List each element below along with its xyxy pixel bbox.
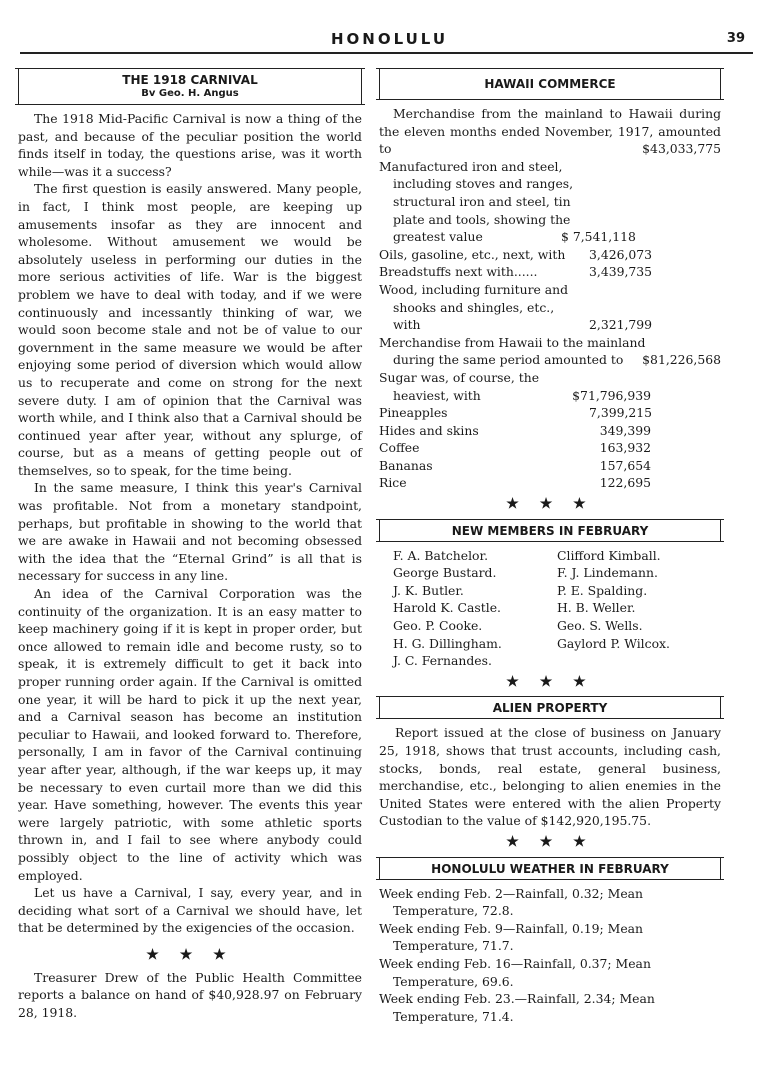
export-value: 7,399,215 [589, 405, 653, 421]
export-value: 349,399 [599, 422, 651, 438]
export-row [379, 422, 721, 440]
export-row [379, 474, 721, 492]
member-name: Gaylord P. Wilcox. [557, 635, 670, 651]
commerce-sugar-value: $71,796,939 [572, 387, 651, 403]
member-name: F. J. Lindemann. [557, 565, 658, 581]
carnival-paragraph: The 1918 Mid-Pacific Carnival is now a thing of the past, and because of the peculiar position the world finds itself in today, the questions arise, was it worth while—was it a success? [18, 111, 362, 179]
members-heading-box [379, 520, 721, 541]
alien-text: Report issued at the close of business on January 25, 1918, shows that trust accounts, including cash, stocks, bonds, real estate, general business, merchandise, etc., belonging to alien enemies in the United States were entered with the alien Property Custodian to the value of $142,920,195.75. [379, 725, 721, 829]
commerce-sugar-row [379, 387, 721, 405]
member-name: H. B. Weller. [557, 600, 636, 616]
section-stars: ★ ★ ★ [506, 496, 594, 513]
export-label: Bananas [379, 457, 433, 473]
carnival-byline: Bv Geo. H. Angus [141, 88, 239, 99]
carnival-paragraph: The first question is easily answered. Many people, in fact, I think most people, are keeping up amusements insofar as they are innocent and wholesome. Without amusement we would be absolutely useless in performing our duties in the more serious activities of life. War is the biggest problem we have to deal with today, and if we were continuously and incessantly thinking of war, we would soon become stale and not be of value to our government in the same measure we would be after enjoying some period of diversion which would allow us to recuperate and come on strong for the next severe duty. I am of opinion that the Carnival was worth while, and I think also that a Carnival should be continued year after year, without any splurge, of course, but as a means of getting people out of themselves, so to speak, for the time being. [18, 181, 362, 478]
carnival-paragraph: Let us have a Carnival, I say, every year, and in deciding what sort of a Carnival we should have, let that be determined by the exigencies of the occasion. [18, 885, 362, 936]
member-name: J. K. Butler. [393, 582, 464, 598]
section-stars: ★ ★ ★ [506, 673, 594, 690]
member-name [557, 652, 721, 670]
import-value: 3,439,735 [589, 264, 653, 280]
commerce-intro-value: $43,033,775 [642, 141, 721, 157]
commerce-heading-box [379, 69, 721, 99]
carnival-paragraph: In the same measure, I think this year's Carnival was profitable. Not from a monetary standpoint, perhaps, but profitable in showing to the world that we are awake in Hawaii and not becoming obsessed with the idea that the “Eternal Grind” is all that is necessary for success in any line. [18, 480, 362, 584]
page-number: 39 [726, 31, 745, 46]
commerce-mfg-label: Manufactured iron and steel, including stoves and ranges, structural iron and steel, tin plate and tools, showing the greatest value [379, 158, 574, 245]
member-name: H. G. Dillingham. [393, 635, 502, 651]
carnival-title: THE 1918 CARNIVAL [122, 73, 258, 87]
commerce-mfg-value: $ 7,541,118 [561, 229, 636, 245]
export-label: Rice [379, 475, 407, 491]
commerce-intro-label: Merchandise from the mainland to Hawaii during the eleven months ended November, 1917, amounted to [379, 106, 721, 157]
members-title: NEW MEMBERS IN FEBRUARY [451, 523, 649, 538]
export-value: 122,695 [599, 475, 651, 491]
commerce-exports-value: $81,226,568 [642, 352, 721, 368]
commerce-intro [379, 105, 721, 158]
left-column [18, 63, 362, 1021]
export-row [379, 439, 721, 457]
export-label: Hides and skins [379, 422, 479, 438]
commerce-import-row [379, 263, 721, 281]
commerce-wood-row [379, 316, 721, 334]
commerce-sugar-label: Sugar was, of course, the heaviest, with [379, 369, 540, 403]
right-column [379, 63, 721, 1025]
export-row [379, 457, 721, 475]
export-label: Pineapples [379, 405, 448, 421]
member-name: P. E. Spalding. [557, 582, 648, 598]
commerce-import-row [379, 246, 721, 264]
commerce-wood-value: 2,321,799 [589, 317, 653, 333]
weather-week: Week ending Feb. 23.—Rainfall, 2.34; Mean Temperature, 71.4. [379, 991, 655, 1024]
members-list [379, 547, 721, 670]
alien-title: ALIEN PROPERTY [492, 701, 608, 716]
import-value: 3,426,073 [589, 246, 653, 262]
commerce-exports-row [379, 351, 721, 369]
commerce-mfg-row [379, 228, 721, 246]
member-name: Harold K. Castle. [393, 600, 501, 616]
member-name: Geo. S. Wells. [557, 618, 643, 634]
commerce-title: HAWAII COMMERCE [484, 77, 616, 91]
member-name: Clifford Kimball. [557, 547, 661, 563]
member-name: J. C. Fernandes. [393, 653, 492, 669]
member-name: F. A. Batchelor. [393, 547, 489, 563]
export-label: Coffee [379, 440, 420, 456]
commerce-wood-label: Wood, including furniture and shooks and shingles, etc., with [379, 281, 569, 333]
weather-heading-box [379, 858, 721, 879]
weather-week: Week ending Feb. 2—Rainfall, 0.32; Mean Temperature, 72.8. [379, 885, 644, 919]
weather-title: HONOLULU WEATHER IN FEBRUARY [431, 861, 669, 876]
member-name: George Bustard. [393, 565, 497, 581]
weather-week: Week ending Feb. 9—Rainfall, 0.19; Mean Temperature, 71.7. [379, 920, 644, 954]
carnival-paragraph: An idea of the Carnival Corporation was the continuity of the organization. It is an easy matter to keep machinery going if it is kept in proper order, but once allowed to remain idle and become rusty, so to speak, it is extremely difficult to get it back into proper running order again. If the Carnival is omitted one year, it will be hard to pick it up the next year, and a Carnival season has become an institution peculiar to Hawaii, and looked forward to. Therefore, personally, I am in favor of the Carnival continuing year after year, although, if the war keeps up, it may be necessary to even curtail more than we did this year. Have something, however. The events this year were largely patriotic, with some athletic sports thrown in, and I fail to see where anybody could possibly object to the line of activity which was employed. [18, 586, 362, 883]
header-rule [20, 52, 753, 54]
section-stars: ★ ★ ★ [506, 833, 594, 850]
running-head: HONOLULU [330, 30, 449, 48]
weather-week: Week ending Feb. 16—Rainfall, 0.37; Mean Temperature, 69.6. [379, 955, 651, 989]
alien-heading-box [379, 697, 721, 718]
commerce-exports-label: Merchandise from Hawaii to the mainland during the same period amounted to [379, 334, 646, 368]
import-label: Oils, gasoline, etc., next, with [379, 246, 566, 262]
export-value: 157,654 [599, 457, 651, 473]
section-stars: ★ ★ ★ [146, 946, 234, 963]
export-value: 163,932 [599, 440, 651, 456]
import-label: Breadstuffs next with...... [379, 264, 538, 280]
export-row [379, 404, 721, 422]
member-name: Geo. P. Cooke. [393, 618, 483, 634]
carnival-heading-box [18, 69, 362, 104]
treasurer-note: Treasurer Drew of the Public Health Committee reports a balance on hand of $40,928.97 on February 28, 1918. [18, 969, 362, 1020]
